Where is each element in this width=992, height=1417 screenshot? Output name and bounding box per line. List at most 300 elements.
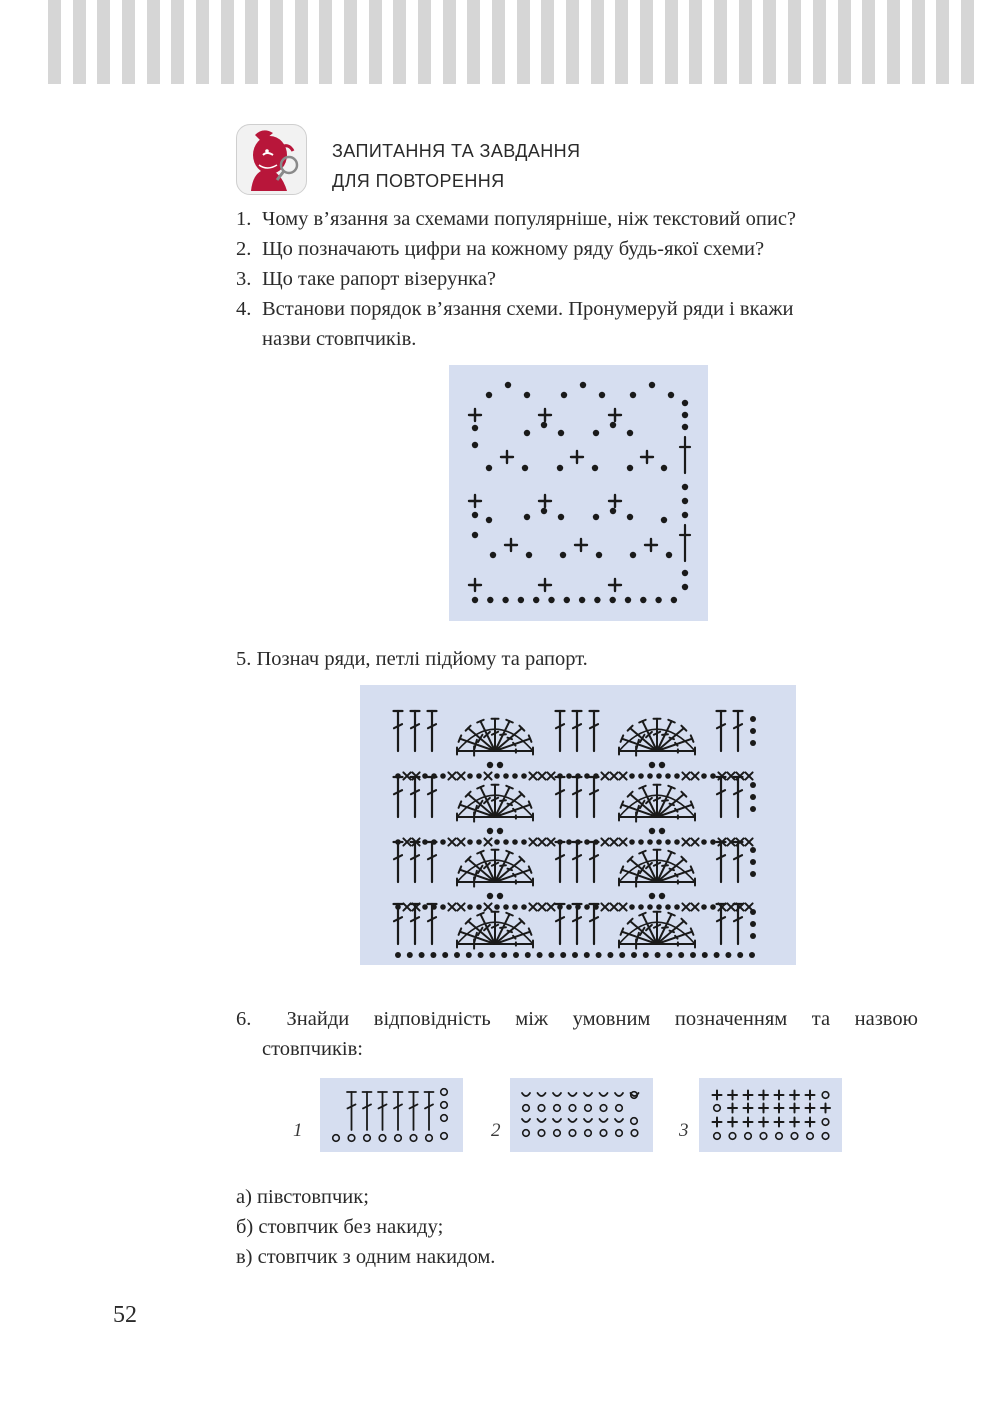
double-crochet-symbol [734,711,743,751]
slip-stitch-x [691,772,698,779]
single-crochet-cross [539,579,551,591]
header-stripe [418,0,431,84]
chain-stitch-dot [494,839,500,845]
slip-stitch-x [529,903,536,910]
chain-stitch-dot [525,952,531,958]
header-stripe [319,0,332,84]
double-crochet-symbol [556,904,565,944]
scheme-3-svg [699,1078,842,1152]
chain-stitch-dot [750,806,756,812]
slip-stitch-x [484,903,491,910]
chain-stitch-dot [430,952,436,958]
question-word: відповідність [373,1008,491,1030]
chain-stitch-dot [548,952,554,958]
chain-stitch-dot [682,400,688,406]
chain-stitch-ring [554,1105,561,1112]
chain-stitch-dot [750,871,756,877]
chain-stitch-dot [596,552,602,558]
slip-stitch-x [547,903,554,910]
chain-stitch-dot [674,773,680,779]
chain-stitch-dot [750,921,756,927]
chain-stitch-ring [410,1135,417,1142]
chain-stitch-dot [497,893,503,899]
chain-stitch-ring [631,1130,638,1137]
chain-stitch-dot [643,952,649,958]
chain-stitch-dot [678,952,684,958]
fan-tip [691,928,694,934]
double-crochet-symbol [590,777,599,817]
fan-slash [654,732,660,735]
chain-stitch-dot [487,597,493,603]
chain-stitch-dot [580,382,586,388]
question-5 [236,644,588,674]
chain-stitch-dot [737,952,743,958]
double-crochet-symbol [411,711,420,751]
chain-stitch-dot [472,532,478,538]
double-crochet-symbol [425,1092,434,1130]
heading-line-1: ЗАПИТАННЯ ТА ЗАВДАННЯ [332,141,581,161]
chain-stitch-dot [560,552,566,558]
slip-stitch-x [682,903,689,910]
chain-stitch-dot [533,597,539,603]
chain-stitch-dot [682,498,688,504]
header-stripe [344,0,357,84]
crochet-diagram-shell [449,365,708,621]
single-crochet-cross [539,409,551,421]
chain-stitch-dot [594,597,600,603]
chain-stitch-dot [548,597,554,603]
double-crochet-symbol [394,904,403,944]
chain-stitch-dot [661,517,667,523]
chain-stitch-dot [665,904,671,910]
header-stripe [221,0,234,84]
slip-stitch-x [682,838,689,845]
chain-stitch-dot [526,552,532,558]
single-crochet-cross [645,539,657,551]
chain-stitch-dot [659,893,665,899]
header-stripe [665,0,678,84]
chain-stitch-ring [600,1105,607,1112]
chain-stitch-dot [422,773,428,779]
chain-stitch-dot [674,839,680,845]
chain-stitch-dot [490,552,496,558]
header-stripe [517,0,530,84]
chain-stitch-ring [776,1133,783,1140]
fan-slash [492,798,498,801]
half-stitch-mark [553,1119,561,1122]
chain-stitch-ring [538,1130,545,1137]
fan-slash [654,798,660,801]
fan-tip [477,720,483,723]
fan-shell-symbol [619,785,695,822]
header-stripe [73,0,86,84]
chain-stitch-dot [522,465,528,471]
header-stripe [813,0,826,84]
fan-tip [529,801,532,807]
chain-stitch-ring [616,1105,623,1112]
chain-stitch-dot [710,839,716,845]
question-number: 2. [236,238,252,260]
chain-stitch-dot [537,952,543,958]
chain-stitch-dot [440,839,446,845]
question-word: між [515,1008,549,1030]
chain-stitch-dot [649,893,655,899]
chain-stitch-dot [502,597,508,603]
single-crochet-cross [744,1091,753,1100]
chain-stitch-dot [750,794,756,800]
question-text: Встанови порядок в’язання схеми. Пронумеруй ряди і вкажи [262,298,794,320]
slip-stitch-x [547,838,554,845]
fan-slash [508,931,512,932]
chain-stitch-dot [701,773,707,779]
fan-slash [636,806,638,815]
question-2 [236,234,764,264]
chain-stitch-dot [610,508,616,514]
scheme-1 [320,1078,463,1152]
chain-stitch-dot [440,904,446,910]
header-stripe [640,0,653,84]
chain-stitch-ring [714,1105,721,1112]
header-stripe [270,0,283,84]
fan-slash [474,871,476,880]
chain-stitch-dot [579,597,585,603]
fan-tip [506,851,512,854]
chain-stitch-dot [454,952,460,958]
chain-stitch-dot [524,514,530,520]
slip-stitch-x [610,903,617,910]
fan-tip [668,720,674,723]
fan-tip [691,801,694,807]
chain-stitch-ring [822,1119,829,1126]
question-4 [236,294,793,354]
fan-slash [508,804,512,805]
chain-stitch-dot [489,952,495,958]
double-crochet-symbol [590,904,599,944]
fan-slash [636,871,638,880]
single-crochet-cross [539,495,551,507]
chain-stitch-dot [629,773,635,779]
double-crochet-symbol [378,1092,387,1130]
single-crochet-cross [713,1091,722,1100]
slip-stitch-x [547,772,554,779]
chain-stitch-dot [440,773,446,779]
half-stitch-mark [584,1119,592,1122]
fan-slash [500,800,506,801]
double-crochet-symbol [411,842,420,882]
single-crochet-cross [505,539,517,551]
single-crochet-cross [609,579,621,591]
fan-tip [691,866,694,872]
question-6 [236,1004,918,1064]
chain-stitch-dot [422,904,428,910]
chain-stitch-dot [467,839,473,845]
chain-stitch-ring [714,1133,721,1140]
double-crochet-symbol [734,777,743,817]
chain-stitch-dot [725,952,731,958]
fan-shell-symbol [619,912,695,949]
chain-stitch-dot [558,514,564,520]
chain-stitch-dot [659,828,665,834]
chain-stitch-dot [494,773,500,779]
header-stripe [763,0,776,84]
chain-stitch-dot [649,762,655,768]
chain-stitch-dot [750,740,756,746]
fan-slash [474,806,476,815]
chain-stitch-dot [476,904,482,910]
fan-shell-symbol [619,719,695,756]
chain-stitch-dot [486,465,492,471]
single-crochet-cross [575,539,587,551]
header-stripe [443,0,456,84]
chain-stitch-dot [649,382,655,388]
half-stitch-mark [522,1119,530,1122]
chain-stitch-dot [472,425,478,431]
chain-stitch-dot [750,859,756,865]
chain-stitch-ring [441,1089,448,1096]
fan-tip [621,735,624,741]
chain-stitch-dot [467,773,473,779]
single-crochet-cross [501,451,513,463]
question-word: та [811,1008,831,1030]
fan-slash [500,734,506,735]
double-crochet-symbol [556,842,565,882]
heading-line-2: ДЛЯ ПОВТОРЕННЯ [332,171,505,191]
half-stitch-mark [522,1093,530,1096]
header-stripe [788,0,801,84]
question-number: 6. [236,1008,252,1030]
chain-stitch-dot [566,904,572,910]
fan-tip [459,928,462,934]
single-crochet-cross [806,1091,815,1100]
double-crochet-symbol [734,842,743,882]
slip-stitch-x [484,838,491,845]
fan-tip [459,735,462,741]
chain-stitch-ring [395,1135,402,1142]
slip-stitch-x [619,838,626,845]
fan-tip [668,851,674,854]
chain-stitch-dot [395,952,401,958]
single-crochet-cross [609,495,621,507]
chain-stitch-dot [701,839,707,845]
chain-stitch-dot [647,904,653,910]
chain-stitch-dot [647,839,653,845]
single-crochet-cross [790,1091,799,1100]
chain-stitch-dot [472,597,478,603]
question-text: Що позначають цифри на кожному ряду будь-якої схеми? [262,238,765,260]
question-3 [236,264,496,294]
single-crochet-cross [775,1118,784,1127]
half-stitch-mark [553,1093,561,1096]
slip-stitch-x [448,772,455,779]
chain-stitch-dot [593,430,599,436]
slip-stitch-x [538,838,545,845]
double-crochet-symbol [347,1092,356,1130]
slip-stitch-x [457,903,464,910]
chain-stitch-dot [665,839,671,845]
slip-stitch-x [619,903,626,910]
chain-stitch-ring [791,1133,798,1140]
question-text: Познач ряди, петлі підйому та рапорт. [256,648,588,670]
fan-tip [621,866,624,872]
fan-shell-symbol [619,850,695,887]
fan-slash [662,865,668,866]
double-crochet-symbol [428,904,437,944]
fan-tip [639,720,645,723]
chain-stitch-dot [629,904,635,910]
chain-stitch-dot [640,597,646,603]
chain-stitch-dot [572,952,578,958]
chain-stitch-dot [564,597,570,603]
chain-stitch-dot [627,465,633,471]
half-stitch-mark [538,1119,546,1122]
chain-stitch-ring [760,1133,767,1140]
chain-stitch-dot [561,392,567,398]
question-6-line-1 [236,1004,918,1034]
fan-tip [668,786,674,789]
chain-stitch-ring [822,1133,829,1140]
answer-c: в) стовпчик з одним накидом. [236,1246,496,1268]
fan-tip [477,913,483,916]
chain-stitch-dot [750,933,756,939]
chain-stitch-ring [569,1105,576,1112]
slip-stitch-x [691,838,698,845]
question-text: Чому в’язання за схемами популярніше, ніж текстовий опис? [262,208,797,230]
single-crochet-cross [775,1091,784,1100]
chain-stitch-dot [701,904,707,910]
slip-stitch-x [529,838,536,845]
chain-stitch-dot [466,952,472,958]
fan-slash [492,925,498,928]
header-stripe [838,0,851,84]
chain-stitch-ring [441,1133,448,1140]
chain-stitch-dot [682,570,688,576]
fan-tip [506,786,512,789]
slip-stitch-x [448,838,455,845]
chain-stitch-dot [702,952,708,958]
fan-tip [506,720,512,723]
chain-stitch-dot [682,484,688,490]
chain-stitch-dot [513,952,519,958]
header-stripe [591,0,604,84]
double-crochet-symbol [573,777,582,817]
fan-slash [662,800,668,801]
fan-slash [654,863,660,866]
single-crochet-cross [713,1118,722,1127]
fan-tip [639,913,645,916]
chain-stitch-dot [627,514,633,520]
fan-tip [691,735,694,741]
chain-stitch-dot [521,839,527,845]
chain-stitch-dot [749,952,755,958]
chain-stitch-dot [541,422,547,428]
chain-stitch-dot [512,904,518,910]
chain-stitch-dot [631,952,637,958]
chain-stitch-ring [333,1135,340,1142]
double-crochet-symbol [428,777,437,817]
chain-stitch-dot [503,839,509,845]
chain-stitch-dot [649,828,655,834]
chain-stitch-dot [476,839,482,845]
slip-stitch-x [403,772,410,779]
chain-stitch-dot [659,762,665,768]
question-text-continued: стовпчиків: [262,1038,363,1060]
header-stripe [936,0,949,84]
chain-stitch-ring [364,1135,371,1142]
chain-stitch-dot [666,552,672,558]
chain-stitch-dot [630,392,636,398]
single-crochet-cross [728,1104,737,1113]
single-crochet-cross [790,1118,799,1127]
chain-stitch-dot [497,762,503,768]
chain-stitch-dot [584,773,590,779]
chain-stitch-dot [656,773,662,779]
double-crochet-symbol [428,842,437,882]
fan-tip [529,735,532,741]
fan-tip [639,786,645,789]
chain-stitch-dot [710,773,716,779]
double-crochet-symbol [394,842,403,882]
chain-stitch-dot [596,952,602,958]
question-text-continued: назви стовпчиків. [262,328,417,350]
double-crochet-symbol [590,842,599,882]
turning-chain-stitch [680,437,690,473]
chain-stitch-dot [487,828,493,834]
chain-stitch-ring [523,1130,530,1137]
chain-stitch-dot [599,392,605,398]
single-crochet-cross [744,1118,753,1127]
chain-stitch-dot [710,904,716,910]
fan-slash [474,740,476,749]
header-stripe [714,0,727,84]
double-crochet-symbol [573,711,582,751]
fan-slash [662,927,668,928]
chain-stitch-ring [379,1135,386,1142]
double-crochet-symbol [411,777,420,817]
crochet-diagram-fan-svg [360,685,796,965]
slip-stitch-x [529,772,536,779]
chain-stitch-dot [566,773,572,779]
chain-stitch-dot [494,904,500,910]
question-number: 3. [236,268,252,290]
fan-tip [621,928,624,934]
fan-tip [529,866,532,872]
chain-stitch-dot [407,952,413,958]
answer-a: а) півстовпчик; [236,1186,369,1208]
chain-stitch-dot [619,952,625,958]
header-stripes [48,0,974,84]
chain-stitch-dot [750,782,756,788]
double-crochet-symbol [556,777,565,817]
slip-stitch-x [448,903,455,910]
chain-stitch-dot [647,773,653,779]
chain-stitch-dot [584,952,590,958]
single-crochet-cross [806,1104,815,1113]
double-crochet-symbol [573,904,582,944]
header-stripe [615,0,628,84]
chain-stitch-dot [610,422,616,428]
chain-stitch-ring [631,1118,638,1125]
fan-tip [477,851,483,854]
header-stripe [739,0,752,84]
chain-stitch-dot [512,839,518,845]
single-crochet-cross [821,1104,830,1113]
chain-stitch-dot [486,392,492,398]
fan-slash [654,925,660,928]
fan-shell-symbol [457,719,533,756]
chain-stitch-dot [478,952,484,958]
fan-slash [508,738,512,739]
fan-tip [639,851,645,854]
